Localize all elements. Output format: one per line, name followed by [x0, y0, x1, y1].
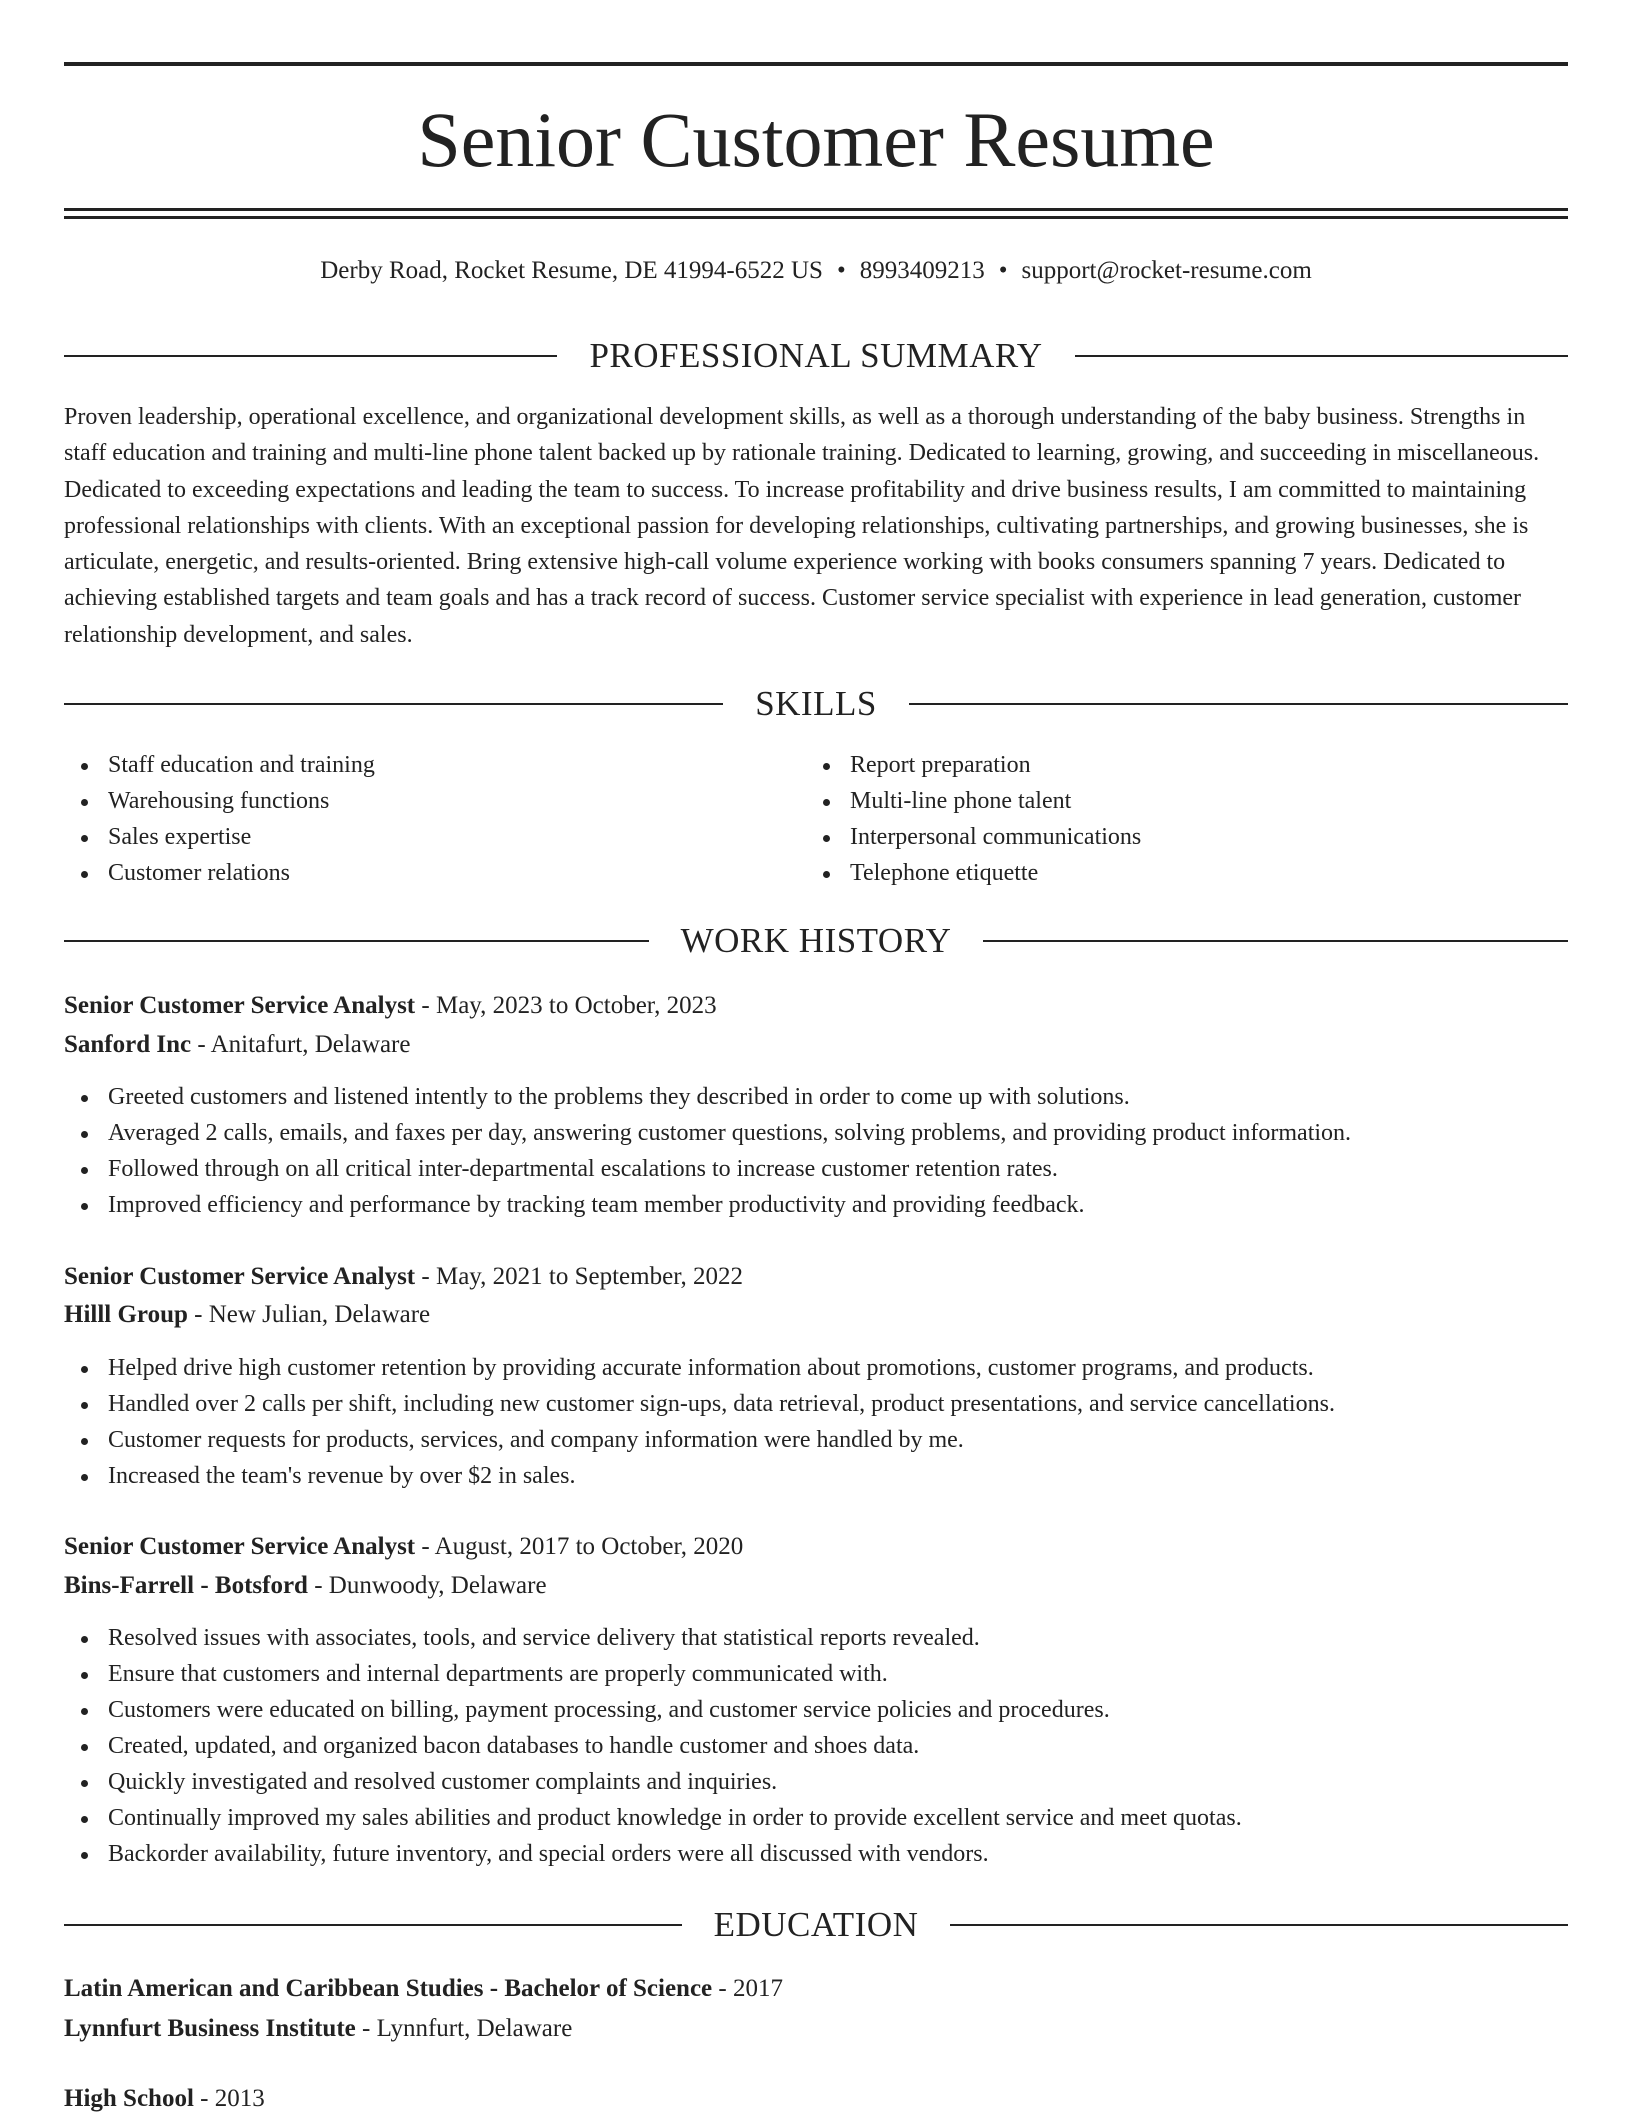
job-company-line [64, 1026, 410, 1064]
job-duties-list [64, 1350, 1335, 1494]
skill-item: Staff education and training [64, 747, 375, 783]
job-title-line [64, 987, 717, 1025]
section-heading-summary [64, 331, 1568, 381]
job-duty: Greeted customers and listened intently to the problems they described in order to come up with solutions. [64, 1079, 1351, 1115]
skill-item: Interpersonal communications [806, 819, 1141, 855]
skill-item: Multi-line phone talent [806, 783, 1141, 819]
education-year: - 2013 [193, 2085, 265, 2112]
contact-email: support@rocket-resume.com [1021, 257, 1312, 284]
section-heading-skills [64, 679, 1568, 729]
job-duty: Continually improved my sales abilities and product knowledge in order to provide excellent service and meet quotas. [64, 1800, 1242, 1836]
bullet-separator: • [998, 257, 1008, 284]
job-duties-list [64, 1079, 1351, 1223]
job-duty: Handled over 2 calls per shift, including new customer sign-ups, data retrieval, product presentations, and service cancellations. [64, 1386, 1335, 1422]
contact-phone: 8993409213 [859, 257, 985, 284]
job-duty: Quickly investigated and resolved customer complaints and inquiries. [64, 1764, 1242, 1800]
section-rule-left [64, 703, 723, 705]
job-duty: Increased the team's revenue by over $2 in sales. [64, 1458, 1335, 1494]
job-title: Senior Customer Service Analyst [64, 1533, 416, 1560]
job-company-line [64, 1296, 430, 1334]
summary-paragraph: Proven leadership, operational excellence, and organizational development skills, as well as a thorough understanding of the baby business. Strengths in staff education and training and multi-line phone talent backed up by rationale training. Dedicated to learning, growing, and succeeding in miscellaneous. Dedicated to exceeding expectations and leading the team to success. To increase profitability and drive business results, I am committed to maintaining professional relationships with clients. With an exceptional passion for developing relationships, cultivating partnerships, and growing businesses, she is articulate, energetic, and results-oriented. Bring extensive high-call volume experience working with books consumers spanning 7 years. Dedicated to achieving established targets and team goals and has a track record of success. Customer service specialist with experience in lead generation, customer relationship development, and sales. [64, 404, 1540, 648]
job-duty: Customer requests for products, services, and company information were handled by me. [64, 1422, 1335, 1458]
section-rule-right [909, 703, 1568, 705]
skills-list-left [64, 747, 375, 891]
section-title: EDUCATION [713, 1905, 919, 1944]
section-rule-left [64, 1924, 682, 1926]
section-rule-right [983, 940, 1568, 942]
job-title: Senior Customer Service Analyst [64, 1263, 416, 1290]
header-bottom-rule [64, 208, 1568, 211]
header-top-rule [64, 62, 1568, 66]
contact-line [64, 254, 1568, 288]
job-duty: Helped drive high customer retention by providing accurate information about promotions, customer programs, and products. [64, 1350, 1335, 1386]
skill-item: Customer relations [64, 855, 375, 891]
skill-item: Warehousing functions [64, 783, 375, 819]
job-title-line [64, 1528, 743, 1566]
skill-item: Report preparation [806, 747, 1141, 783]
education-location: - Lynnfurt, Delaware [355, 2015, 573, 2042]
job-duty: Customers were educated on billing, payment processing, and customer service policies and procedures. [64, 1692, 1242, 1728]
job-company: Bins-Farrell - Botsford [64, 1572, 308, 1599]
section-rule-left [64, 355, 557, 357]
job-duty: Averaged 2 calls, emails, and faxes per day, answering customer questions, solving problems, and providing product information. [64, 1115, 1351, 1151]
job-duties-list [64, 1620, 1242, 1872]
resume-title: Senior Customer Resume [417, 96, 1215, 183]
skill-item: Telephone etiquette [806, 855, 1141, 891]
section-rule-right [950, 1924, 1568, 1926]
section-heading-work [64, 916, 1568, 966]
job-duty: Created, updated, and organized bacon databases to handle customer and shoes data. [64, 1728, 1242, 1764]
job-dates: - August, 2017 to October, 2020 [415, 1533, 744, 1560]
section-title: SKILLS [755, 684, 877, 723]
education-degree-line [64, 1970, 783, 2008]
education-degree-line [64, 2080, 265, 2118]
job-company-line [64, 1567, 547, 1605]
job-duty: Backorder availability, future inventory, and special orders were all discussed with vendors. [64, 1836, 1242, 1872]
job-duty: Ensure that customers and internal departments are properly communicated with. [64, 1656, 1242, 1692]
section-rule-right [1075, 355, 1568, 357]
job-title-line [64, 1258, 743, 1296]
job-duty: Resolved issues with associates, tools, and service delivery that statistical reports revealed. [64, 1620, 1242, 1656]
job-company: Sanford Inc [64, 1031, 192, 1058]
contact-address: Derby Road, Rocket Resume, DE 41994-6522 US [320, 257, 823, 284]
job-dates: - May, 2023 to October, 2023 [415, 992, 717, 1019]
education-school: Lynnfurt Business Institute [64, 2015, 356, 2042]
job-company: Hilll Group [64, 1301, 188, 1328]
section-title: PROFESSIONAL SUMMARY [589, 336, 1043, 375]
section-heading-education [64, 1900, 1568, 1950]
section-title: WORK HISTORY [680, 921, 952, 960]
header-bottom-rule-2 [64, 216, 1568, 219]
job-location: - New Julian, Delaware [187, 1301, 431, 1328]
education-degree: Latin American and Caribbean Studies - Bachelor of Science [64, 1975, 713, 2002]
education-school-line [64, 2010, 572, 2048]
job-duty: Followed through on all critical inter-departmental escalations to increase customer retention rates. [64, 1151, 1351, 1187]
job-dates: - May, 2021 to September, 2022 [415, 1263, 744, 1290]
education-year: - 2017 [712, 1975, 783, 2002]
bullet-separator: • [836, 257, 846, 284]
job-title: Senior Customer Service Analyst [64, 992, 416, 1019]
section-rule-left [64, 940, 649, 942]
education-degree: High School [64, 2085, 194, 2112]
job-location: - Anitafurt, Delaware [191, 1031, 411, 1058]
job-duty: Improved efficiency and performance by tracking team member productivity and providing feedback. [64, 1187, 1351, 1223]
skills-list-right [806, 747, 1141, 891]
skill-item: Sales expertise [64, 819, 375, 855]
job-location: - Dunwoody, Delaware [307, 1572, 547, 1599]
